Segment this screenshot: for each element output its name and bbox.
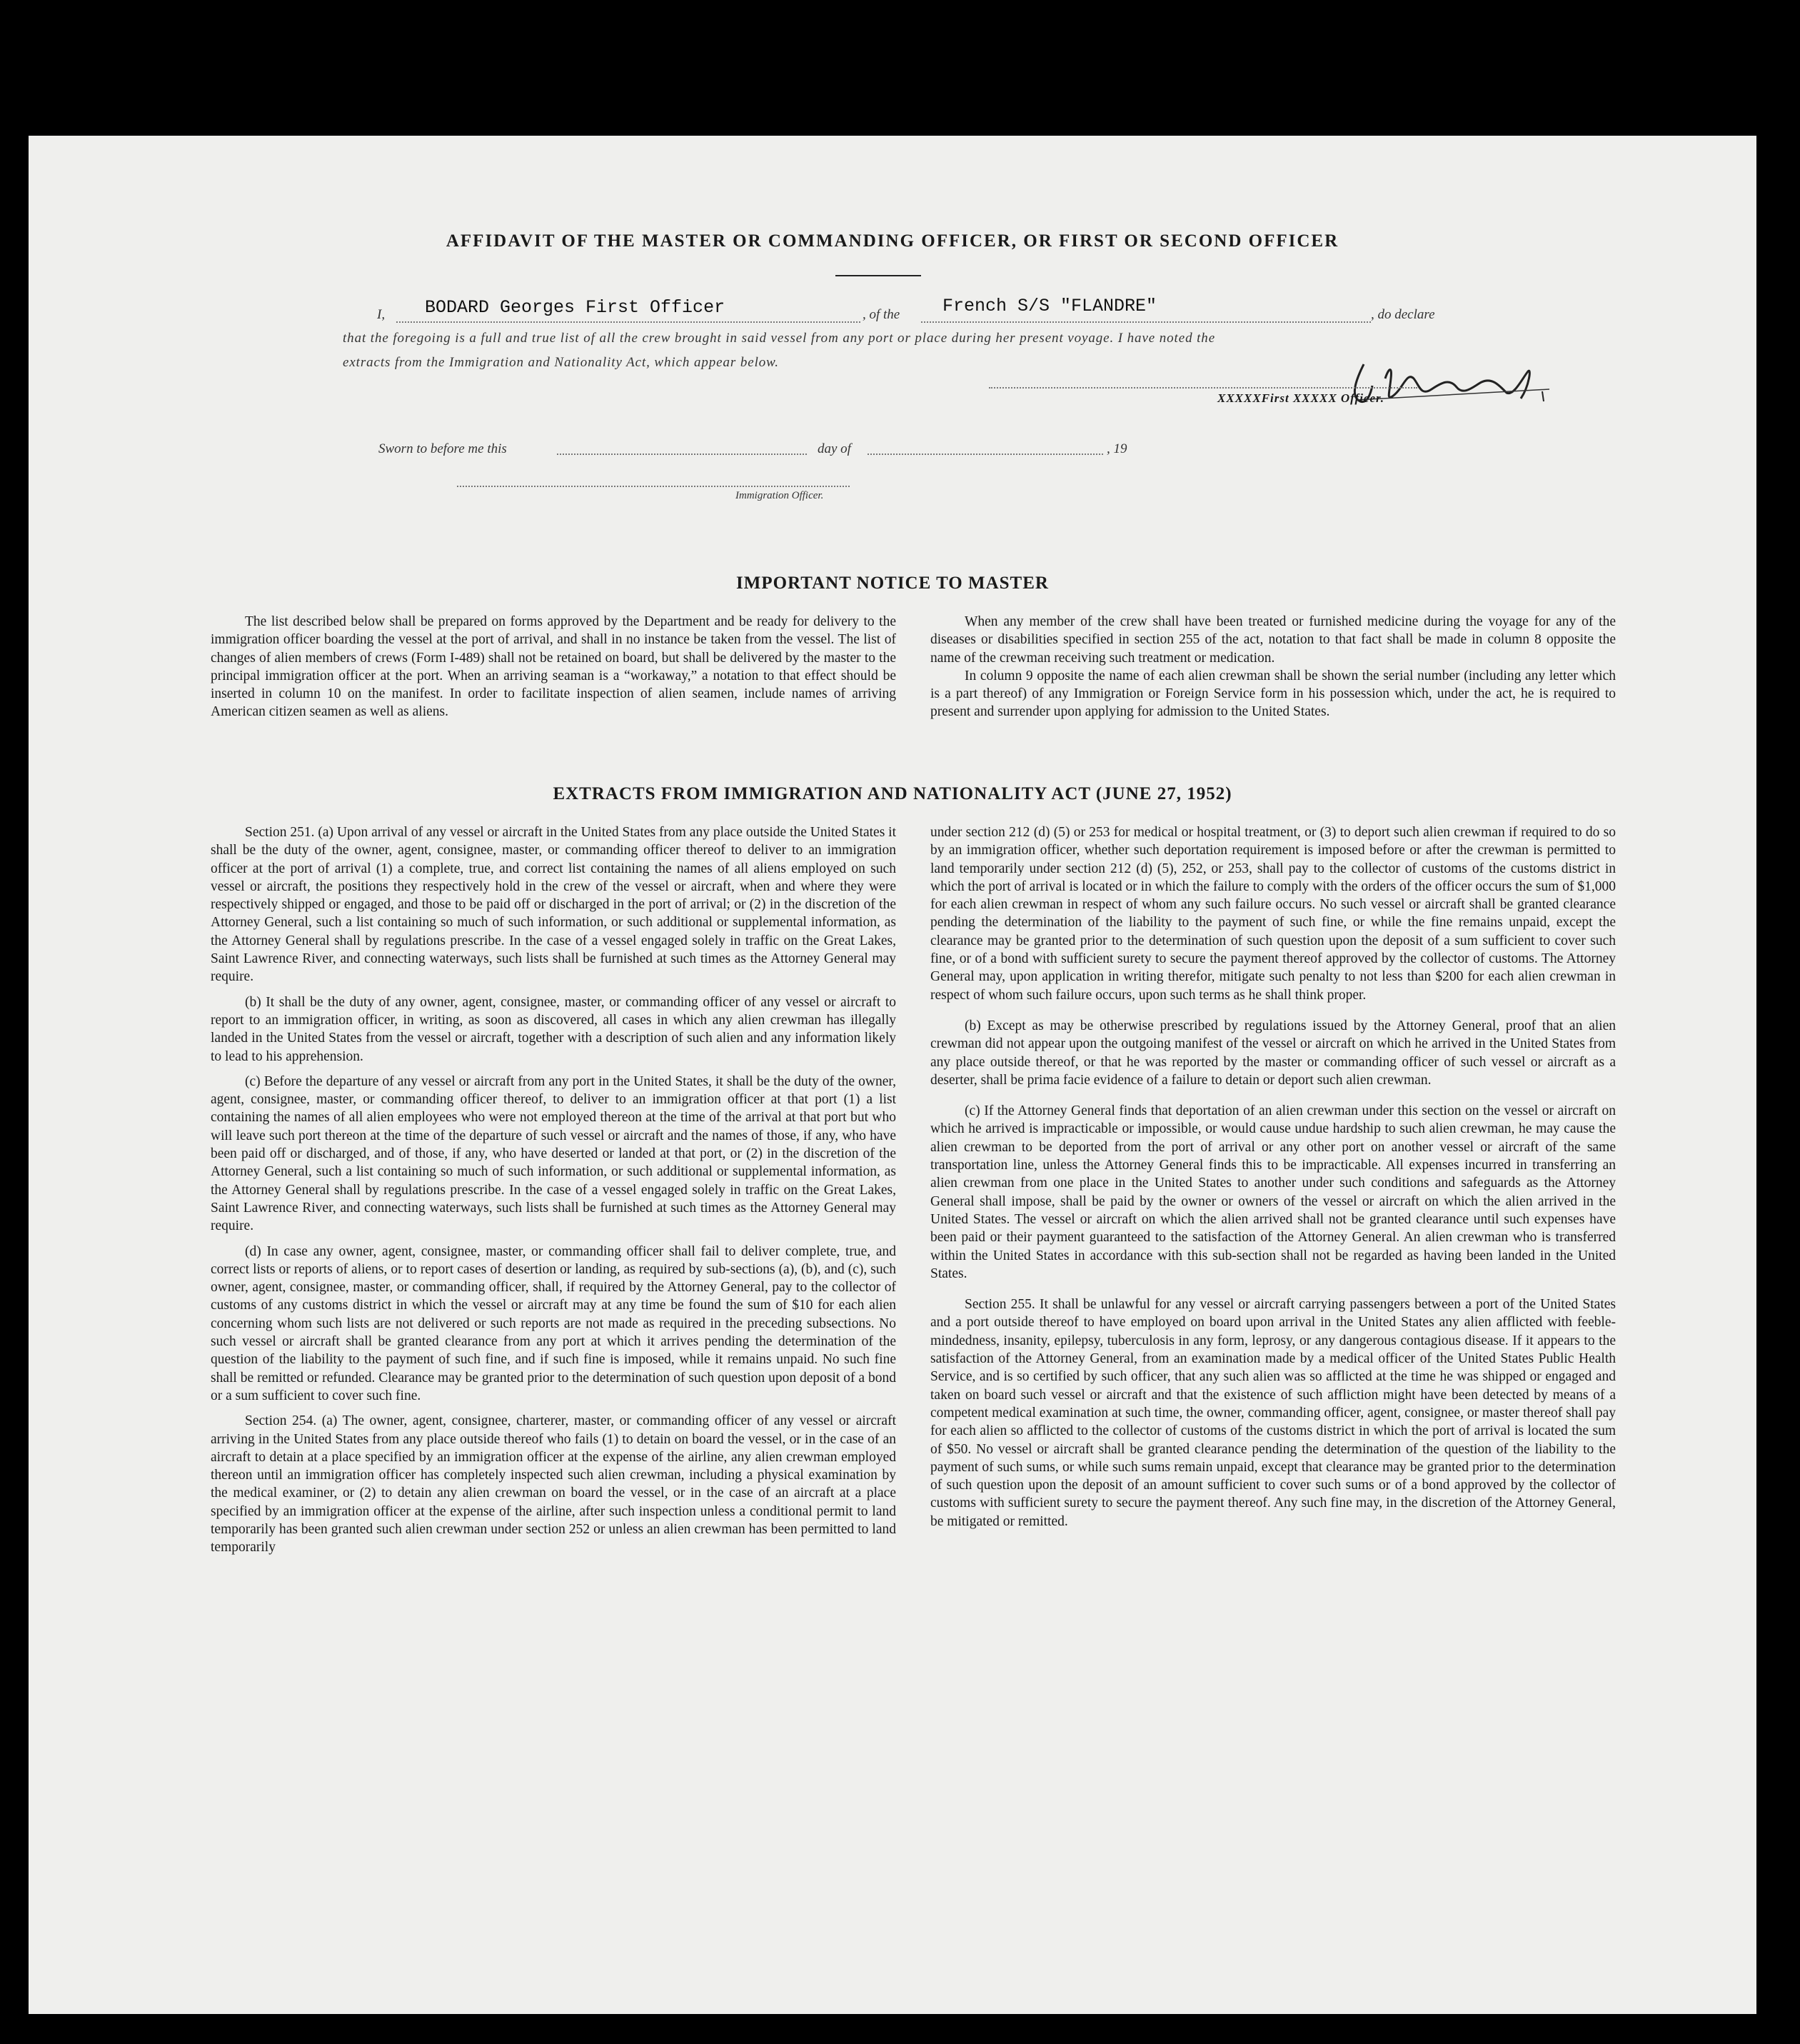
notice-left-column — [211, 613, 896, 728]
extracts-right-column — [930, 823, 1616, 1538]
declarant-name: BODARD Georges First Officer — [425, 297, 725, 318]
sworn-day-line — [557, 450, 807, 455]
extract-paragraph: Section 251. (a) Upon arrival of any vessel or aircraft in the United States from any place outside the United States it shall be the duty of the owner, agent, consignee, master, or commanding officer thereof to deliver to an immigration officer at the port of arrival (1) a complete, true, and correct list containing the names of all aliens employed on such vessel or aircraft, the positions they respectively hold in the crew of the vessel or aircraft, when and where they were respectively shipped or engaged, and those to be paid off or discharged in the port of arrival; or (2) in the discretion of the Attorney General, such a list containing so much of such information, or such additional or supplemental information, as the Attorney General shall by regulations prescribe. In the case of a vessel engaged solely in traffic on the Great Lakes, Saint Lawrence River, and connecting waterways, such lists shall be furnished at such times as the Attorney General may require. — [211, 825, 896, 985]
extract-paragraph: under section 212 (d) (5) or 253 for medical or hospital treatment, or (3) to deport such alien crewman if required to do so by an immigration officer, whether such deportation requirement is imposed before or after the crewman is permitted to land temporarily under section 212 (d) (5), 252, or 253, shall pay to the collector of customs of the customs district in which the port of arrival is located or in which the failure to comply with the orders of the officer occurs the sum of $1,000 for each alien crewman in respect of whom any such failure occurs. No such vessel or aircraft shall be granted clearance pending the determination of the liability to the payment of such fine, or while the fine remains unpaid, except the clearance may be granted prior to the determination of such question upon the deposit of a sum sufficient to cover such fine, or of a bond with sufficient surety to secure the payment thereof approved by the collector of customs. The Attorney General may, upon application in writing therefor, mitigate such penalty to not less than $200 for each alien crewman in respect of whom such failure occurs, upon such terms as he shall think proper. — [930, 825, 1616, 1003]
extracts-left-column — [211, 823, 896, 1564]
do-declare-label: , do declare — [1371, 307, 1435, 322]
notice-right-column — [930, 613, 1616, 728]
year-label: , 19 — [1107, 441, 1127, 456]
day-of-label: day of — [818, 441, 851, 456]
extracts-title: EXTRACTS FROM IMMIGRATION AND NATIONALITY ACT (JUNE 27, 1952) — [553, 784, 1232, 803]
notice-paragraph: In column 9 opposite the name of each alien crewman shall be shown the serial number (including any letter which is a part thereof) of any Immigration or Foreign Service form in his possession which, under the act, he is required to present and surrender upon applying for admission to the United States. — [930, 668, 1616, 720]
of-the-label: , of the — [863, 307, 900, 322]
extract-paragraph: (c) Before the departure of any vessel or aircraft from any port in the United States, it shall be the duty of the owner, agent, consignee, master, or commanding officer thereof, to deliver to an immigration officer at that port (1) a list containing the names of all alien employees who were not employed thereon at the time of the arrival at that port but who will leave such port thereon at the time of the departure of such vessel or aircraft and the names of those, if any, who have been paid off or discharged, and of those, if any, who have deserted or landed at that port, or (2) in the discretion of the Attorney General, such a list containing so much of such information, or such additional or supplemental information, as the Attorney General shall by regulations prescribe. In the case of a vessel engaged solely in traffic on the Great Lakes, Saint Lawrence River, and connecting waterways, such lists shall be furnished at such times as the Attorney General may require. — [211, 1073, 896, 1234]
notice-paragraph: When any member of the crew shall have been treated or furnished medicine during the voyage for any of the diseases or disabilities specified in section 255 of the act, notation to that fact shall be made in column 8 opposite the name of the crewman receiving such treatment or medication. — [930, 614, 1616, 666]
i-label: I, — [377, 307, 386, 322]
officer-title-line: XXXXXFirst XXXXX Officer. — [1217, 391, 1384, 405]
immigration-officer-label: Immigration Officer. — [735, 490, 824, 501]
declaration-line-2: extracts from the Immigration and Nationality Act, which appear below. — [343, 355, 779, 370]
notice-title: IMPORTANT NOTICE TO MASTER — [736, 573, 1049, 593]
extract-paragraph: Section 255. It shall be unlawful for any vessel or aircraft carrying passengers between a port of the United States and a port outside thereof to have employed on board upon arrival in the United States any alien afflicted with feeble-mindedness, insanity, epilepsy, tuberculosis in any form, leprosy, or any dangerous contagious disease. If it appears to the satisfaction of the Attorney General, from an examination made by a medical officer of the United States Public Health Service, and is so certified by such officer, that any such alien was so afflicted at the time he was shipped or engaged and taken on board such vessel or aircraft and that the existence of such affliction might have been detected by means of a competent medical examination at such time, the owner, commanding officer, agent, consignee, or master thereof shall pay for each alien so afflicted to the collector of customs of the customs district in which the port of arrival is located the sum of $50. No vessel or aircraft shall be granted clearance pending the determination of the question of the liability to the payment of such sums, or while such sums remain unpaid, except that clearance may be granted prior to the determination of such question upon the deposit of an amount sufficient to cover such sums or of a bond approved by the collector of customs with sufficient surety to secure the payment thereof. Any such fine may, in the discretion of the Attorney General, be mitigated or remitted. — [930, 1297, 1616, 1529]
sworn-label: Sworn to before me this — [378, 441, 507, 456]
sworn-month-line — [868, 450, 1103, 455]
extract-paragraph: (b) Except as may be otherwise prescribed by regulations issued by the Attorney General, proof that an alien crewman did not appear upon the outgoing manifest of the vessel or aircraft on which he arrived in the United States from any place outside thereof, or that he was reported by the master or commanding officer of such vessel or aircraft as a deserter, shall be prima facie evidence of a failure to detain or deport such alien crewman. — [930, 1018, 1616, 1088]
signature-line — [989, 386, 1417, 389]
title-divider — [835, 275, 921, 276]
extract-paragraph: (d) In case any owner, agent, consignee, master, or commanding officer shall fail to deliver complete, true, and correct lists or reports of aliens, or to report cases of desertion or landing, as required by sub-sections (a), (b), and (c), such owner, agent, consignee, master, or commanding officer, shall, if required by the Attorney General, pay to the collector of customs of any customs district in which the vessel or aircraft may at any time be found the sum of $10 for each alien concerning whom such lists are not delivered or such reports are not made as required in the preceding subsections. No such vessel or aircraft shall be granted clearance from any port at which it arrives pending the determination of the question of the liability to the payment of such fine, and if such fine is imposed, while it remains unpaid. No such fine shall be remitted or refunded. Clearance may be granted prior to the determination of such question upon deposit of a bond or a sum sufficient to cover such fine. — [211, 1243, 896, 1403]
vessel-name: French S/S "FLANDRE" — [942, 296, 1157, 316]
extract-paragraph: (b) It shall be the duty of any owner, agent, consignee, master, or commanding officer of any vessel or aircraft to report to an immigration officer, in writing, as soon as discovered, all cases in which any alien crewman has illegally landed in the United States from the vessel or aircraft, together with a description of such alien and any information likely to lead to his apprehension. — [211, 994, 896, 1064]
immigration-officer-line — [457, 484, 850, 487]
extract-paragraph: (c) If the Attorney General finds that deportation of an alien crewman under this section on the vessel or aircraft on which he arrived is impracticable or impossible, or would cause undue hardship to such alien crewman, he may cause the alien crewman to be deported from the port of arrival or any other port on another vessel or aircraft of the same transportation line, unless the Attorney General finds this to be impracticable. All expenses incurred in transferring an alien crewman from one place in the United States to another under such conditions and safeguards as the Attorney General shall impose, shall be paid by the owner or owners of the vessel or aircraft on which the alien arrived in the United States. The vessel or aircraft on which the alien arrived shall not be granted clearance until such expenses have been paid or their payment guaranteed to the satisfaction of the Attorney General. An alien crewman who is transferred within the United States in accordance with this sub-section shall not be regarded as having been landed in the United States. — [930, 1103, 1616, 1281]
notice-paragraph: The list described below shall be prepared on forms approved by the Department and be ready for delivery to the immigration officer boarding the vessel at the port of arrival, and shall in no instance be taken from the vessel. The list of changes of alien members of crews (Form I-489) shall not be retained on board, but shall be delivered by the master to the principal immigration officer at the port. When an arriving seaman is a “workaway,” a notation to that effect should be inserted in column 10 on the manifest. In order to facilitate inspection of alien seamen, include names of arriving American citizen seamen as well as aliens. — [211, 614, 896, 720]
document-page — [29, 136, 1756, 2014]
extract-paragraph: Section 254. (a) The owner, agent, consignee, charterer, master, or commanding officer of any vessel or aircraft arriving in the United States from any place outside thereof who fails (1) to detain on board the vessel, or in the case of an aircraft to detain at a place specified by an immigration officer at the expense of the airline, any alien crewman employed thereon until an immigration officer has completely inspected such alien crewman, including a physical examination by the medical examiner, or (2) to detain any alien crewman on board the vessel, or in the case of an aircraft at a place specified by an immigration officer at the expense of the airline, after such inspection unless a conditional permit to land temporarily has been granted such alien crewman under section 252 or unless an alien crewman has been permitted to land temporarily — [211, 1413, 896, 1555]
declaration-line-1: that the foregoing is a full and true list of all the crew brought in said vessel from any port or place during her present voyage. I have noted the — [343, 331, 1216, 346]
affidavit-title: AFFIDAVIT OF THE MASTER OR COMMANDING OFFICER, OR FIRST OR SECOND OFFICER — [446, 231, 1339, 251]
